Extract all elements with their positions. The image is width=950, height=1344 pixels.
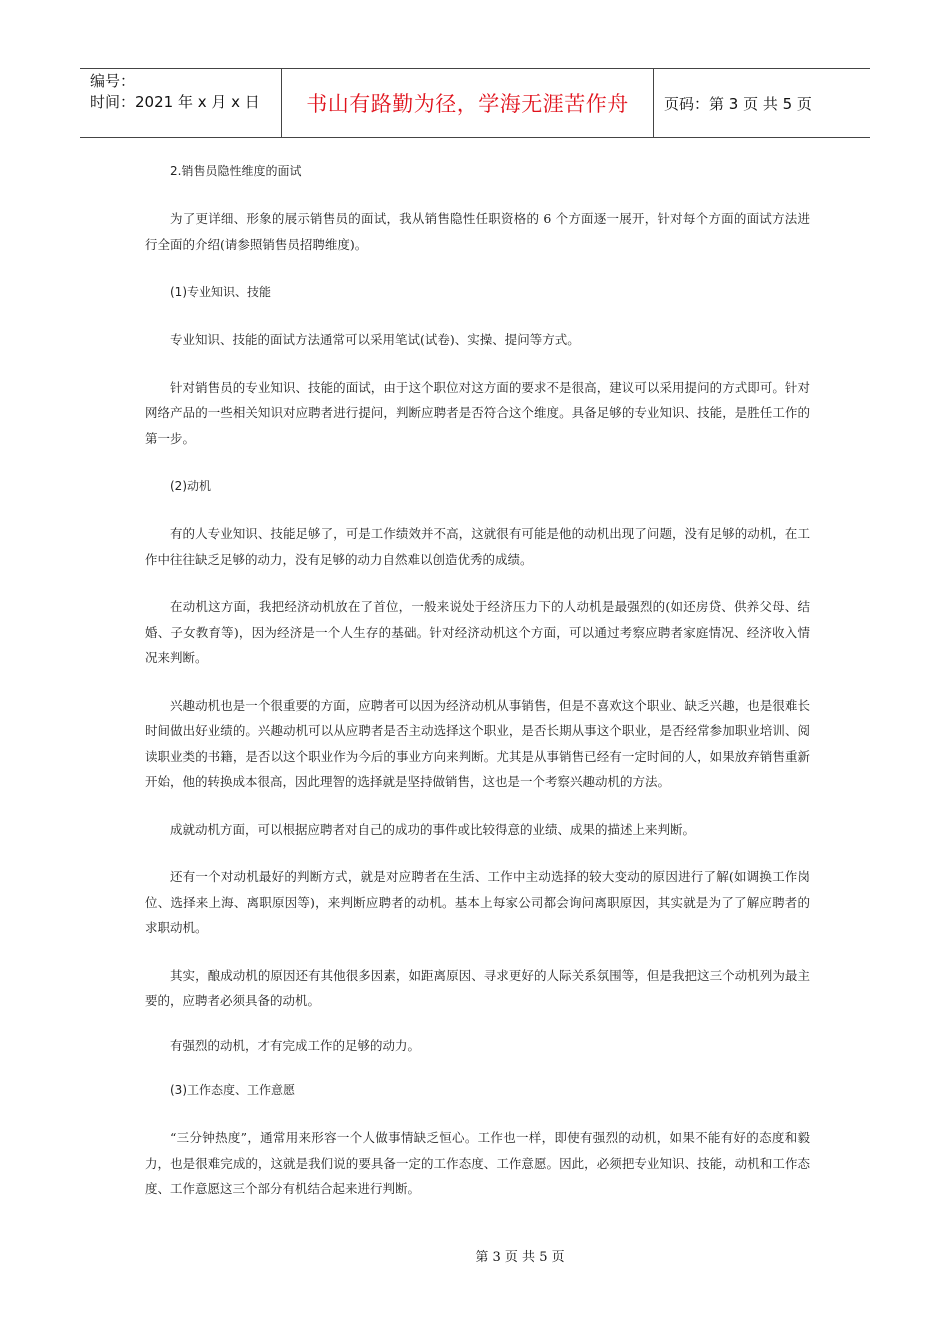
paragraph: 为了更详细、形象的展示销售员的面试，我从销售隐性任职资格的 6 个方面逐一展开，针对每个方面的面试方法进行全面的介绍(请参照销售员招聘维度)。 [145,211,810,252]
document-number-label: 编号： [90,72,136,90]
header-meta [80,69,282,137]
paragraph: 针对销售员的专业知识、技能的面试，由于这个职位对这方面的要求不是很高，建议可以采用提问的方式即可。针对网络产品的一些相关知识对应聘者进行提问，判断应聘者是否符合这个维度。具备足够的专业知识、技能，是胜任工作的第一步。 [145,379,810,446]
document-time-label: 时间：2021 年 x 月 x 日 [90,93,260,111]
paragraph: 有的人专业知识、技能足够了，可是工作绩效并不高，这就很有可能是他的动机出现了问题，没有足够的动机，在工作中往往缺乏足够的动力，没有足够的动力自然难以创造优秀的成绩。 [145,526,810,567]
footer-page-number: 第 3 页 共 5 页 [475,1250,565,1265]
subsection-heading: (1)专业知识、技能 [170,285,271,299]
paragraph: 有强烈的动机，才有完成工作的足够的动力。 [170,1037,421,1053]
header-motto: 书山有路勤为径，学海无涯苦作舟 [282,69,654,137]
subsection-heading: (2)动机 [170,479,211,493]
paragraph: 专业知识、技能的面试方法通常可以采用笔试(试卷)、实操、提问等方式。 [170,332,580,347]
paragraph: 还有一个对动机最好的判断方式，就是对应聘者在生活、工作中主动选择的较大变动的原因进行了解(如调换工作岗位、选择来上海、离职原因等)，来判断应聘者的动机。基本上每家公司都会询问离职原因，其实就是为了了解应聘者的求职动机。 [145,869,810,935]
paragraph: “三分钟热度”，通常用来形容一个人做事情缺乏恒心。工作也一样，即使有强烈的动机，如果不能有好的态度和毅力，也是很难完成的，这就是我们说的要具备一定的工作态度、工作意愿。因此，必须把专业知识、技能，动机和工作态度、工作意愿这三个部分有机结合起来进行判断。 [145,1130,810,1196]
paragraph: 兴趣动机也是一个很重要的方面，应聘者可以因为经济动机从事销售，但是不喜欢这个职业、缺乏兴趣，也是很难长时间做出好业绩的。兴趣动机可以从应聘者是否主动选择这个职业，是否长期从事这个职业，是否经常参加职业培训、阅读职业类的书籍，是否以这个职业作为今后的事业方向来判断。尤其是从事销售已经有一定时间的人，如果放弃销售重新开始，他的转换成本很高，因此理智的选择就是坚持做销售，这也是一个考察兴趣动机的方法。 [145,697,810,789]
document-body [145,158,810,1202]
paragraph: 在动机这方面，我把经济动机放在了首位，一般来说处于经济压力下的人动机是最强烈的(如还房贷、供养父母、结婚、子女教育等)，因为经济是一个人生存的基础。针对经济动机这个方面，可以通过考察应聘者家庭情况、经济收入情况来判断。 [145,599,810,665]
paragraph: 成就动机方面，可以根据应聘者对自己的成功的事件或比较得意的业绩、成果的描述上来判断。 [170,821,696,837]
page-footer [0,1246,950,1265]
header-page-label: 页码：第 3 页 共 5 页 [664,94,812,113]
section-heading: 2.销售员隐性维度的面试 [170,164,302,178]
subsection-heading: (3)工作态度、工作意愿 [170,1083,295,1097]
paragraph: 其实，酿成动机的原因还有其他很多因素，如距离原因、寻求更好的人际关系氛围等，但是我把这三个动机列为最主要的，应聘者必须具备的动机。 [145,967,810,1008]
page-header [80,68,870,138]
